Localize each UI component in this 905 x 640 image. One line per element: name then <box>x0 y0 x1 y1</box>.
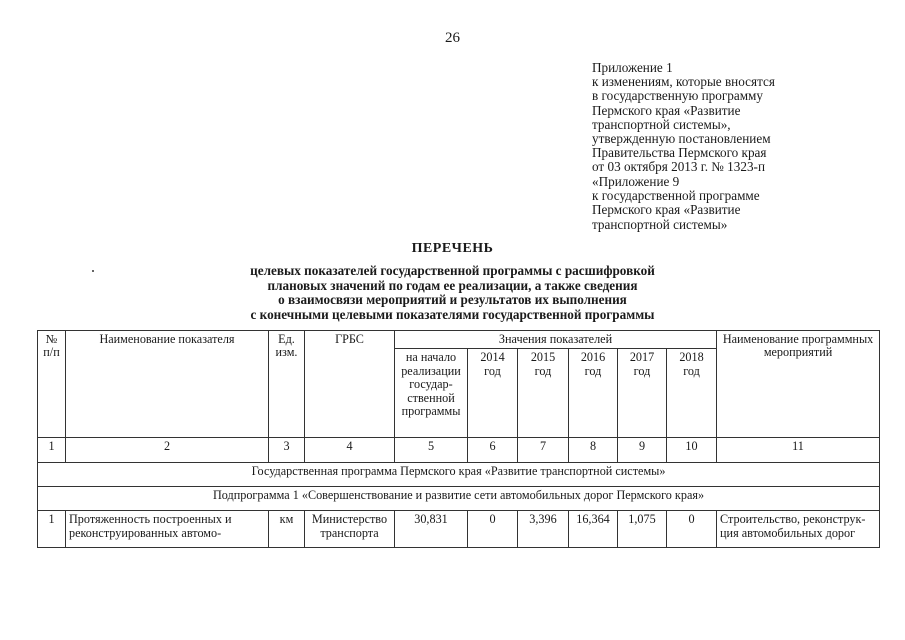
column-number: 11 <box>717 438 880 463</box>
column-number: 2 <box>66 438 269 463</box>
column-number: 3 <box>269 438 305 463</box>
appendix-9-line: «Приложение 9 <box>592 174 680 189</box>
row-start-value: 30,831 <box>395 511 468 548</box>
appendix-9-line: к государственной программе <box>592 188 760 204</box>
column-number: 5 <box>395 438 468 463</box>
column-number: 10 <box>667 438 717 463</box>
subtitle-line: о взаимосвязи мероприятий и результатов их выполнения <box>278 292 627 308</box>
program-title: Государственная программа Пермского края «Развитие транспортной системы» <box>38 463 880 487</box>
header-activities: Наименование программных мероприятий <box>717 331 880 438</box>
column-number-row <box>38 438 880 463</box>
appendix-1-line: к изменениям, которые вносятся <box>592 74 775 90</box>
appendix-9-line: транспортной системы» <box>592 216 728 232</box>
row-value-2014: 0 <box>468 511 518 548</box>
program-row <box>38 463 880 487</box>
column-number: 4 <box>305 438 395 463</box>
subheader-year: 2017 год <box>618 349 667 438</box>
row-value-2018: 0 <box>667 511 717 548</box>
subheader-year: 2015 год <box>518 349 569 438</box>
row-grbs: Министерство транспорта <box>305 511 395 548</box>
indicators-table <box>37 330 880 548</box>
header-grbs: ГРБС <box>305 331 395 438</box>
appendix-9-line: Пермского края «Развитие <box>592 202 741 218</box>
header-num: № п/п <box>38 331 66 438</box>
subheader-start: на начало реализации государ-ственной программы <box>395 349 468 438</box>
appendix-1-line: от 03 октября 2013 г. № 1323-п <box>592 159 766 175</box>
table-row <box>38 511 880 548</box>
header-indicator-name: Наименование показателя <box>66 331 269 438</box>
appendix-1-line: в государственную программу <box>592 88 763 104</box>
subprogram-row <box>38 487 880 511</box>
subtitle-line: с конечными целевыми показателями государственной программы <box>250 306 655 322</box>
column-number: 1 <box>38 438 66 463</box>
header-unit: Ед. изм. <box>269 331 305 438</box>
subheader-year: 2016 год <box>569 349 618 438</box>
page-number: 26 <box>445 30 460 46</box>
scan-speck <box>92 270 94 272</box>
row-num: 1 <box>38 511 66 548</box>
appendix-1-block <box>592 61 775 175</box>
row-value-2016: 16,364 <box>569 511 618 548</box>
row-unit: км <box>269 511 305 548</box>
row-activity: Строительство, реконструк-ция автомобильных дорог <box>717 511 880 548</box>
appendix-1-line: транспортной системы», <box>592 116 731 132</box>
row-value-2017: 1,075 <box>618 511 667 548</box>
subprogram-title: Подпрограмма 1 «Совершенствование и развитие сети автомобильных дорог Пермского края» <box>38 487 880 511</box>
subtitle-line: плановых значений по годам ее реализации, а также сведения <box>267 277 638 293</box>
subheader-year: 2018 год <box>667 349 717 438</box>
document-title: ПЕРЕЧЕНЬ <box>411 241 494 256</box>
appendix-1-line: Приложение 1 <box>592 60 673 75</box>
table-header-row <box>38 331 880 349</box>
appendix-1-line: Пермского края «Развитие <box>592 102 741 118</box>
appendix-9-block <box>592 175 760 232</box>
column-number: 6 <box>468 438 518 463</box>
header-values: Значения показателей <box>395 331 717 349</box>
subheader-year: 2014 год <box>468 349 518 438</box>
document-subtitle <box>0 264 905 322</box>
column-number: 8 <box>569 438 618 463</box>
column-number: 7 <box>518 438 569 463</box>
row-indicator-name: Протяженность построенных и реконструированных автомо- <box>66 511 269 548</box>
appendix-1-line: Правительства Пермского края <box>592 145 767 161</box>
column-number: 9 <box>618 438 667 463</box>
appendix-1-line: утвержденную постановлением <box>592 131 771 147</box>
subtitle-line: целевых показателей государственной программы с расшифровкой <box>250 263 655 278</box>
row-value-2015: 3,396 <box>518 511 569 548</box>
